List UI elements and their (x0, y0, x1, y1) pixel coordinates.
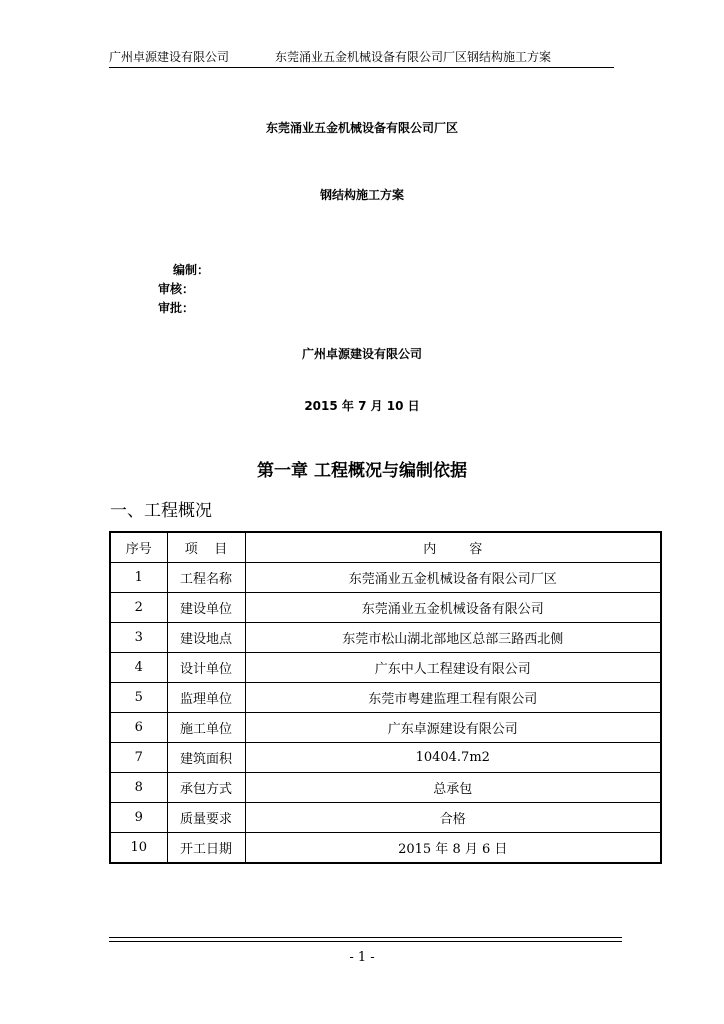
row-no: 10 (110, 833, 167, 864)
row-item: 开工日期 (167, 833, 245, 864)
header-item: 项 目 (167, 532, 245, 563)
row-item: 监理单位 (167, 683, 245, 713)
footer-divider-top (109, 937, 622, 938)
row-item: 承包方式 (167, 773, 245, 803)
row-content: 广东卓源建设有限公司 (245, 713, 661, 743)
row-no: 2 (110, 593, 167, 623)
table-row (110, 713, 661, 743)
table-row (110, 653, 661, 683)
project-overview-table (109, 531, 662, 864)
page-number: - 1 - (349, 950, 375, 965)
row-content: 广东中人工程建设有限公司 (245, 653, 661, 683)
header-doc-title: 东莞涌业五金机械设备有限公司厂区钢结构施工方案 (275, 50, 552, 64)
row-item: 建设单位 (167, 593, 245, 623)
row-content: 2015 年 8 月 6 日 (245, 833, 661, 864)
row-no: 5 (110, 683, 167, 713)
row-no: 9 (110, 803, 167, 833)
row-no: 1 (110, 563, 167, 593)
table-row (110, 803, 661, 833)
table-row (110, 743, 661, 773)
row-content: 东莞涌业五金机械设备有限公司厂区 (245, 563, 661, 593)
row-content: 东莞涌业五金机械设备有限公司 (245, 593, 661, 623)
cover-title-line1: 东莞涌业五金机械设备有限公司厂区 (265, 121, 458, 135)
row-no: 7 (110, 743, 167, 773)
table-row (110, 773, 661, 803)
row-content: 东莞市松山湖北部地区总部三路西北侧 (245, 623, 661, 653)
row-item: 质量要求 (167, 803, 245, 833)
row-no: 6 (110, 713, 167, 743)
row-content: 东莞市粤建监理工程有限公司 (245, 683, 661, 713)
table-row (110, 833, 661, 864)
row-item: 施工单位 (167, 713, 245, 743)
table-row (110, 683, 661, 713)
section-title: 一、工程概况 (110, 501, 212, 521)
compiled-by-label: 编制： (173, 263, 210, 277)
page-header (109, 50, 614, 68)
row-content: 总承包 (245, 773, 661, 803)
table-row (110, 593, 661, 623)
row-no: 4 (110, 653, 167, 683)
row-item: 工程名称 (167, 563, 245, 593)
row-no: 8 (110, 773, 167, 803)
cover-company: 广州卓源建设有限公司 (301, 347, 422, 361)
cover-date: 2015 年 7 月 10 日 (304, 399, 420, 413)
table-row (110, 623, 661, 653)
cover-title-line2: 钢结构施工方案 (319, 188, 404, 202)
table-row (110, 563, 661, 593)
row-no: 3 (110, 623, 167, 653)
table-header-row (110, 532, 661, 563)
row-item: 设计单位 (167, 653, 245, 683)
header-no: 序号 (110, 532, 167, 563)
row-content: 合格 (245, 803, 661, 833)
footer-divider-bottom (109, 941, 622, 942)
row-item: 建筑面积 (167, 743, 245, 773)
reviewed-by-label: 审核： (158, 282, 195, 296)
row-item: 建设地点 (167, 623, 245, 653)
header-content: 内 容 (245, 532, 661, 563)
approved-by-label: 审批： (158, 301, 195, 315)
row-content: 10404.7m2 (245, 743, 661, 773)
header-company: 广州卓源建设有限公司 (109, 50, 230, 64)
chapter-title: 第一章 工程概况与编制依据 (257, 461, 467, 481)
